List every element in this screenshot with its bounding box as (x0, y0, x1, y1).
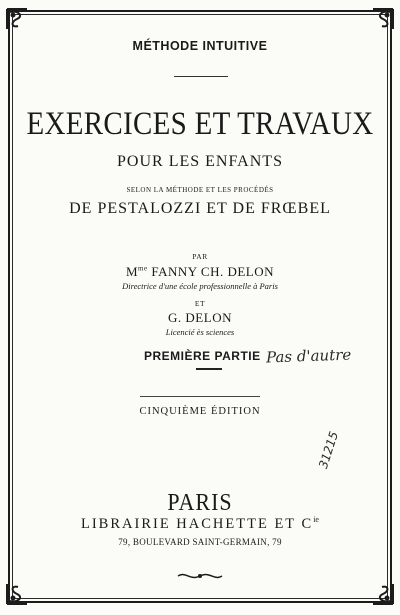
part-underline (196, 368, 222, 370)
author-2-name: G. DELON (168, 310, 232, 325)
handwritten-note: Pas d'autre (265, 345, 352, 367)
author-1-fullname: FANNY CH. DELON (151, 264, 275, 279)
printer-ornament-icon (176, 571, 224, 581)
divider-rule (174, 76, 228, 77)
corner-ornament-icon (4, 6, 30, 32)
series-title: MÉTHODE INTUITIVE (132, 39, 268, 53)
author-1-prefix-sup: me (138, 264, 148, 273)
corner-ornament-icon (370, 6, 396, 32)
book-subtitle: POUR LES ENFANTS (117, 153, 283, 170)
corner-ornament-icon (4, 581, 30, 607)
by-label: PAR (192, 252, 208, 261)
edition-label: CINQUIÈME ÉDITION (139, 406, 261, 417)
publisher-name-text: LIBRAIRIE HACHETTE ET C (81, 515, 314, 532)
publisher-city: PARIS (167, 488, 233, 516)
catalog-number: 31215 (316, 429, 342, 471)
part-label: PREMIÈRE PARTIE (144, 349, 261, 363)
book-title: EXERCICES ET TRAVAUX (26, 106, 374, 142)
author-1-prefix: M (125, 264, 139, 279)
publisher-address: 79, BOULEVARD SAINT-GERMAIN, 79 (118, 537, 282, 547)
author-1-name (0, 264, 400, 280)
and-label: ET (194, 299, 206, 308)
divider-rule (140, 396, 260, 397)
method-names: DE PESTALOZZI ET DE FRŒBEL (69, 200, 331, 217)
corner-ornament-icon (370, 581, 396, 607)
publisher-name-sup: ie (313, 515, 319, 524)
publisher-name (0, 515, 400, 533)
method-line: SELON LA MÉTHODE ET LES PROCÉDÉS (126, 186, 274, 194)
author-2-role: Licencié ès sciences (165, 327, 235, 337)
author-1-role: Directrice d'une école professionnelle à Paris (122, 281, 278, 291)
